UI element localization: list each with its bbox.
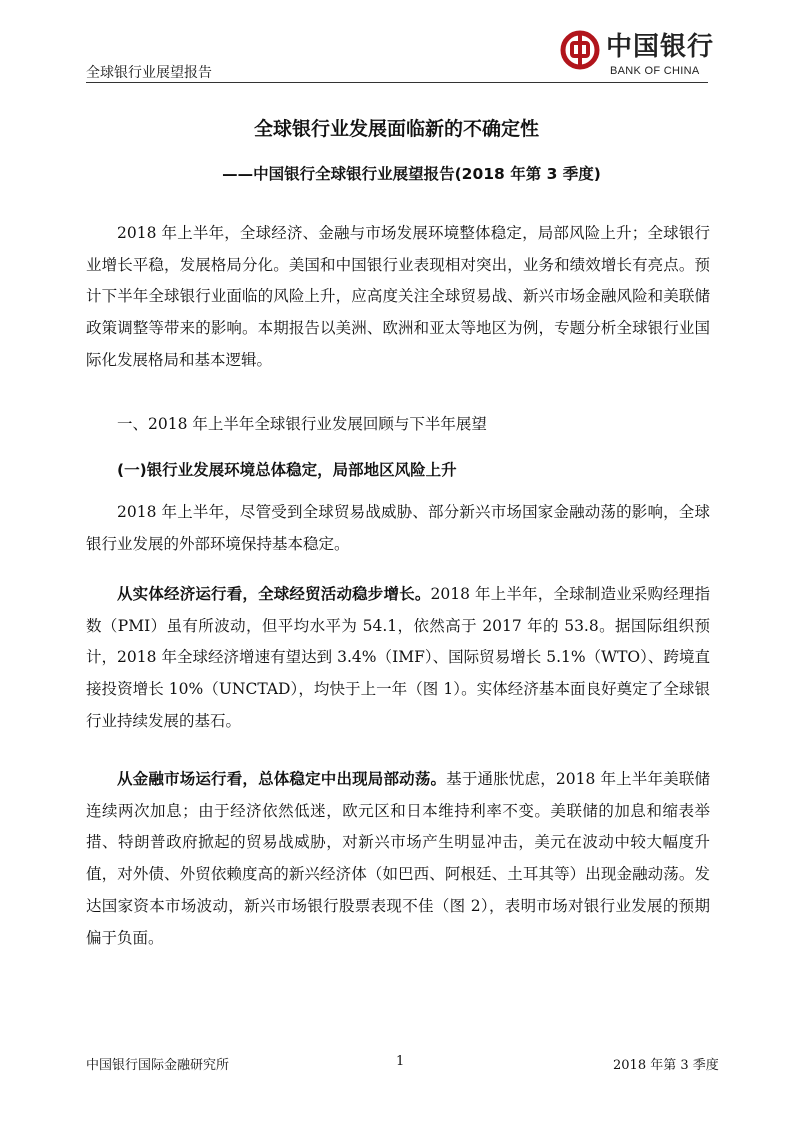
paragraph-financial-market	[86, 764, 710, 954]
bank-emblem-icon	[560, 30, 600, 70]
running-header-title: 全球银行业展望报告	[86, 65, 212, 81]
footer-institute: 中国银行国际金融研究所	[86, 1058, 230, 1073]
section-heading: 一、2018 年上半年全球银行业发展回顾与下半年展望	[117, 415, 487, 433]
subsection-heading: (一)银行业发展环境总体稳定，局部地区风险上升	[117, 461, 457, 479]
intro-paragraph: 2018 年上半年，全球经济、金融与市场发展环境整体稳定，局部风险上升；全球银行业增长平稳，发展格局分化。美国和中国银行业表现相对突出，业务和绩效增长有亮点。预计下半年全球银行业面临的风险上升，应高度关注全球贸易战、新兴市场金融风险和美联储政策调整等带来的影响。本期报告以美洲、欧洲和亚太等地区为例，专题分析全球银行业国际化发展格局和基本逻辑。	[86, 224, 710, 369]
logo-chinese-name: 中国银行	[606, 32, 715, 62]
page-subtitle: ——中国银行全球银行业展望报告(2018 年第 3 季度)	[222, 165, 601, 183]
bank-logo	[556, 24, 716, 80]
page-number: 1	[396, 1054, 405, 1069]
paragraph-body: 基于通胀忧虑，2018 年上半年美联储连续两次加息；由于经济依然低迷，欧元区和日本维持利率不变。美联储的加息和缩表举措、特朗普政府掀起的贸易战威胁，对新兴市场产生明显冲击，美元在波动中较大幅度升值，对外债、外贸依赖度高的新兴经济体（如巴西、阿根廷、土耳其等）出现金融动荡。发达国家资本市场波动，新兴市场银行股票表现不佳（图 2），表明市场对银行业发展的预期偏于负面。	[86, 770, 710, 947]
logo-english-name: BANK OF CHINA	[610, 65, 700, 77]
paragraph-real-economy	[86, 579, 710, 738]
page-title: 全球银行业发展面临新的不确定性	[253, 118, 539, 140]
paragraph-lead: 从实体经济运行看，全球经贸活动稳步增长。	[117, 585, 431, 603]
paragraph-environment: 2018 年上半年，尽管受到全球贸易战威胁、部分新兴市场国家金融动荡的影响，全球银行业发展的外部环境保持基本稳定。	[86, 503, 710, 553]
header-divider	[86, 82, 708, 83]
paragraph-lead: 从金融市场运行看，总体稳定中出现局部动荡。	[117, 770, 447, 788]
footer-period: 2018 年第 3 季度	[613, 1058, 719, 1073]
paragraph-body: 2018 年上半年，全球制造业采购经理指数（PMI）虽有所波动，但平均水平为 54.1，依然高于 2017 年的 53.8。据国际组织预计，2018 年全球经济增速有望达到 3.4%（IMF）、国际贸易增长 5.1%（WTO）、跨境直接投资增长 10%（UNCTAD），均快于上一年（图 1）。实体经济基本面良好奠定了全球银行业持续发展的基石。	[86, 585, 710, 730]
